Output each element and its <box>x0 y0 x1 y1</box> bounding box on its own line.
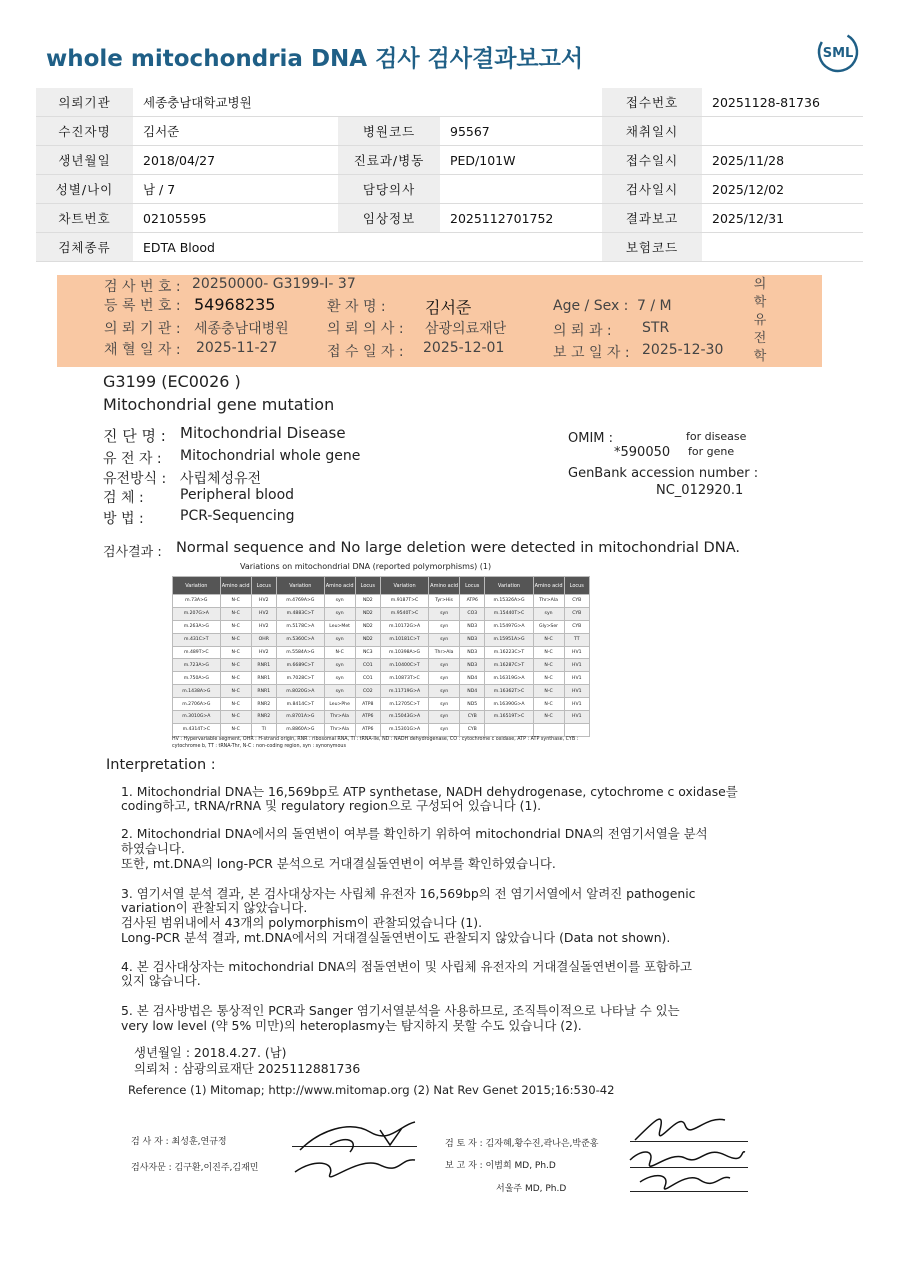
dept: STR <box>642 320 670 336</box>
variation-cell: m.16362T>C <box>485 685 533 698</box>
info-value: 남 / 7 <box>133 175 338 204</box>
variation-header-cell: Amino acid <box>429 577 460 595</box>
specimen-value: Peripheral blood <box>180 487 295 503</box>
interp-p1b: coding하고, tRNA/rRNA 및 regulatory region으로 구성되어 있습니다 (1). <box>121 798 542 813</box>
doctor: 삼광의료재단 <box>425 321 507 337</box>
variation-cell: HV2 <box>251 607 276 620</box>
variation-cell: m.15497G>A <box>485 620 533 633</box>
variation-cell: RNR2 <box>251 698 276 711</box>
variation-header-cell: Variation <box>380 577 428 595</box>
interp-p5a: 5. 본 검사방법은 통상적인 PCR과 Sanger 염기서열분석을 사용하므로, 조직특이적으로 나타날 수 있는 <box>121 1003 680 1018</box>
reference: Reference (1) Mitomap; http://www.mitomap.org (2) Nat Rev Genet 2015;16:530-42 <box>128 1083 615 1097</box>
info-row <box>36 117 863 146</box>
variation-cell: m.15440T>C <box>485 607 533 620</box>
method-value: PCR-Sequencing <box>180 508 295 524</box>
variation-cell: ATP6 <box>355 711 380 724</box>
variation-cell: m.16319G>A <box>485 672 533 685</box>
variation-cell: m.263A>G <box>173 620 221 633</box>
variation-cell: CO1 <box>355 672 380 685</box>
interp-p2b: 하였습니다. <box>121 841 185 856</box>
variation-cell: N-C <box>220 659 251 672</box>
variation-cell: TT <box>564 633 589 646</box>
variations-title: Variations on mitochondrial DNA (reported polymorphisms) (1) <box>240 562 492 571</box>
interp-p4a: 4. 본 검사대상자는 mitochondrial DNA의 점돌연변이 및 사립체 유전자의 거대결실돌연변이를 포함하고 <box>121 959 692 974</box>
logo-text: SML <box>822 46 854 61</box>
report-date: 2025-12-30 <box>642 342 724 358</box>
variation-cell: m.4314T>C <box>173 723 221 736</box>
info-value: 세종충남대학교병원 <box>133 88 602 117</box>
variation-cell <box>533 723 564 736</box>
diag-value: Mitochondrial Disease <box>180 424 346 442</box>
variation-row <box>173 646 590 659</box>
variation-cell: HV1 <box>564 672 589 685</box>
advisor: 검사자문 : 김구환,이진주,김재민 <box>131 1163 259 1173</box>
variation-cell: m.11719G>A <box>380 685 428 698</box>
variation-cell: m.10172G>A <box>380 620 428 633</box>
variation-cell: N-C <box>220 620 251 633</box>
doctor-label: 의 뢰 의 사 : <box>327 321 404 337</box>
info-label: 병원코드 <box>338 117 440 146</box>
omim-number: *590050 <box>614 445 671 460</box>
variation-cell: OHR <box>251 633 276 646</box>
variation-cell: m.5584A>G <box>276 646 324 659</box>
variation-cell: HV1 <box>564 711 589 724</box>
variation-cell: m.431C>T <box>173 633 221 646</box>
variation-row <box>173 607 590 620</box>
gene-value: Mitochondrial whole gene <box>180 448 361 464</box>
inherit-label: 유전방식 : <box>103 471 167 487</box>
info-value: 2025112701752 <box>440 204 602 233</box>
reg-no: 54968235 <box>194 295 276 314</box>
omim-gene: for gene <box>688 445 735 458</box>
variation-cell: m.489T>C <box>173 646 221 659</box>
omim-label: OMIM : <box>568 431 614 446</box>
variation-row <box>173 620 590 633</box>
variation-cell <box>485 723 533 736</box>
variation-cell: CYB <box>564 607 589 620</box>
reviewer: 검 토 자 : 김자혜,황수진,곽나은,박준홍 <box>445 1139 599 1149</box>
tester: 검 사 자 : 최성훈,연규정 <box>131 1137 227 1147</box>
dept-vertical-label: 의학유전학 <box>753 277 767 364</box>
variation-cell: N-C <box>533 659 564 672</box>
info-label: 채취일시 <box>602 117 702 146</box>
info-row <box>36 175 863 204</box>
report-label: 보 고 일 자 : <box>553 345 630 361</box>
variation-cell: m.723A>G <box>173 659 221 672</box>
variation-cell: ATP6 <box>460 595 485 608</box>
variation-cell: syn <box>324 595 355 608</box>
variation-header-cell: Amino acid <box>533 577 564 595</box>
interp-p3a: 3. 염기서열 분석 결과, 본 검사대상자는 사립체 유전자 16,569bp의 전 염기서열에서 알려진 pathogenic <box>121 886 696 901</box>
variation-cell: ND2 <box>355 595 380 608</box>
variation-cell: HV2 <box>251 620 276 633</box>
info-value: 02105595 <box>133 204 338 233</box>
variation-cell: RNR2 <box>251 711 276 724</box>
variation-cell: syn <box>429 607 460 620</box>
agesex: 7 / M <box>637 298 672 314</box>
variation-cell: syn <box>429 723 460 736</box>
dept-label: 의 뢰 과 : <box>553 323 612 339</box>
interp-p3d: Long-PCR 분석 결과, mt.DNA에서의 거대결실돌연변이도 관찰되지 않았습니다 (Data not shown). <box>121 930 671 945</box>
variation-cell: m.16223C>T <box>485 646 533 659</box>
variation-cell: ND3 <box>460 659 485 672</box>
receive-date: 2025-12-01 <box>423 340 505 356</box>
report-title: whole mitochondria DNA 검사 검사결과보고서 <box>46 46 584 72</box>
variation-header-cell: Variation <box>276 577 324 595</box>
test-no: 20250000- G3199-I- 37 <box>192 276 356 292</box>
variation-cell: m.8414C>T <box>276 698 324 711</box>
patient-label: 환 자 명 : <box>327 299 386 315</box>
variations-footnote: HV : Hypervariable segment, OHR : H-strand origin, RNR : ribosomal RNA, TI : tRNA-Ile, ND : NADH dehydrogenase, CO : cytochrome c oxidase, ATP : ATP synthase, CYB : cytochrome b, TT : tRNA-Thr, N-C : non-coding region, syn : synonymous <box>172 737 579 749</box>
variation-cell: m.73A>G <box>173 595 221 608</box>
inherit-value: 사립체성유전 <box>180 471 262 487</box>
variation-row <box>173 633 590 646</box>
info-value: PED/101W <box>440 146 602 175</box>
genbank-label: GenBank accession number : <box>568 466 759 481</box>
variation-cell: N-C <box>533 698 564 711</box>
source-note: 의뢰처 : 삼광의료재단 2025112881736 <box>134 1061 361 1076</box>
info-row <box>36 233 863 262</box>
variation-cell: HV1 <box>564 698 589 711</box>
variation-cell: N-C <box>220 607 251 620</box>
collect-label: 채 혈 일 자 : <box>104 342 181 358</box>
variation-cell: N-C <box>220 711 251 724</box>
variation-cell: m.10400C>T <box>380 659 428 672</box>
signature-reviewer-icon <box>625 1100 755 1200</box>
interp-p2a: 2. Mitochondrial DNA에서의 돌연변이 여부를 확인하기 위하여 mitochondrial DNA의 전염기서열을 분석 <box>121 826 708 841</box>
interpretation-title: Interpretation : <box>106 757 216 773</box>
variation-cell: syn <box>324 659 355 672</box>
variation-row <box>173 595 590 608</box>
patient-info-table <box>36 88 863 262</box>
variation-cell: ND5 <box>460 698 485 711</box>
variation-cell: HV1 <box>564 659 589 672</box>
variation-cell: ATP6 <box>355 723 380 736</box>
variation-cell: ND3 <box>460 620 485 633</box>
variation-cell: m.15043G>A <box>380 711 428 724</box>
info-row <box>36 146 863 175</box>
variation-cell: m.207G>A <box>173 607 221 620</box>
test-code: G3199 (EC0026 ) <box>103 372 241 391</box>
variation-cell: m.10181C>T <box>380 633 428 646</box>
variation-header-cell: Variation <box>485 577 533 595</box>
birth-note: 생년월일 : 2018.4.27. (남) <box>134 1045 287 1060</box>
variation-header-cell: Amino acid <box>220 577 251 595</box>
variation-cell: ND3 <box>460 646 485 659</box>
variation-cell: N-C <box>533 646 564 659</box>
variation-cell: RNR1 <box>251 672 276 685</box>
variation-cell: N-C <box>220 672 251 685</box>
sml-logo-icon <box>816 30 860 74</box>
variation-cell: CO1 <box>355 659 380 672</box>
variation-cell: m.8020G>A <box>276 685 324 698</box>
variation-cell: m.10398A>G <box>380 646 428 659</box>
test-no-label: 검 사 번 호 : <box>104 279 181 295</box>
variation-header-cell: Locus <box>251 577 276 595</box>
info-label: 진료과/병동 <box>338 146 440 175</box>
variation-cell: Leu>Met <box>324 620 355 633</box>
variation-cell: m.15951A>G <box>485 633 533 646</box>
inst-label: 의 뢰 기 관 : <box>104 321 181 337</box>
info-label: 임상정보 <box>338 204 440 233</box>
variation-cell: NC3 <box>355 646 380 659</box>
variation-cell: syn <box>429 633 460 646</box>
interp-p1a: 1. Mitochondrial DNA는 16,569bp로 ATP synthetase, NADH dehydrogenase, cytochrome c oxidase를 <box>121 784 738 799</box>
info-label: 보험코드 <box>602 233 702 262</box>
variation-cell: CO2 <box>355 685 380 698</box>
receive-label: 접 수 일 자 : <box>327 344 404 360</box>
info-label: 성별/나이 <box>36 175 133 204</box>
info-value: 2025/12/31 <box>702 204 863 233</box>
info-label: 생년월일 <box>36 146 133 175</box>
info-label: 검사일시 <box>602 175 702 204</box>
omim-disease: for disease <box>686 430 747 443</box>
variation-cell <box>564 723 589 736</box>
variation-cell: Thr>Ala <box>429 646 460 659</box>
variation-cell: N-C <box>220 633 251 646</box>
specimen-label: 검 체 : <box>103 490 144 506</box>
variation-cell: Gly>Ser <box>533 620 564 633</box>
variation-row <box>173 659 590 672</box>
variations-table <box>172 576 590 737</box>
variation-cell: N-C <box>533 711 564 724</box>
variation-cell: ND2 <box>355 620 380 633</box>
info-label: 검체종류 <box>36 233 133 262</box>
result-label: 검사결과 : <box>103 545 162 560</box>
variation-cell: N-C <box>324 646 355 659</box>
variation-cell: Thr>Ala <box>324 723 355 736</box>
variation-cell: m.2706A>G <box>173 698 221 711</box>
agesex-label: Age / Sex : <box>553 298 629 314</box>
reg-no-label: 등 록 번 호 : <box>104 298 181 314</box>
interp-p3b: variation이 관찰되지 않았습니다. <box>121 900 308 915</box>
variation-row <box>173 685 590 698</box>
interp-p3c: 검사된 범위내에서 43개의 polymorphism이 관찰되었습니다 (1). <box>121 915 483 930</box>
variation-cell: Thr>Ala <box>324 711 355 724</box>
variation-cell: Tyr>His <box>429 595 460 608</box>
variation-cell: m.4883C>T <box>276 607 324 620</box>
variation-cell: m.6689C>T <box>276 659 324 672</box>
variation-cell: ND4 <box>460 672 485 685</box>
variation-cell: m.3010G>A <box>173 711 221 724</box>
variation-cell: m.16519T>C <box>485 711 533 724</box>
variation-cell: Leu>Phe <box>324 698 355 711</box>
variation-cell: syn <box>429 685 460 698</box>
result-text: Normal sequence and No large deletion were detected in mitochondrial DNA. <box>176 539 741 556</box>
variation-cell: N-C <box>220 646 251 659</box>
variation-cell: ND2 <box>355 633 380 646</box>
variation-cell: m.4769A>G <box>276 595 324 608</box>
info-value: 김서준 <box>133 117 338 146</box>
info-row <box>36 204 863 233</box>
diag-label: 진 단 명 : <box>103 427 166 445</box>
info-label: 수진자명 <box>36 117 133 146</box>
variation-cell: N-C <box>220 595 251 608</box>
variation-cell: m.5178C>A <box>276 620 324 633</box>
variation-cell: CYB <box>460 711 485 724</box>
genbank-value: NC_012920.1 <box>656 483 744 498</box>
info-label: 담당의사 <box>338 175 440 204</box>
variation-cell: m.5360C>A <box>276 633 324 646</box>
variation-cell: m.10873T>C <box>380 672 428 685</box>
variation-cell: syn <box>429 698 460 711</box>
variation-cell: m.8701A>G <box>276 711 324 724</box>
variation-cell: syn <box>429 659 460 672</box>
info-value: 20251128-81736 <box>702 88 863 117</box>
variation-cell: m.1438A>G <box>173 685 221 698</box>
info-row <box>36 88 863 117</box>
test-name: Mitochondrial gene mutation <box>103 395 335 414</box>
variation-cell: N-C <box>220 685 251 698</box>
variation-cell: m.12705C>T <box>380 698 428 711</box>
variation-cell: TI <box>251 723 276 736</box>
variation-cell: N-C <box>220 723 251 736</box>
patient-name: 김서준 <box>425 298 472 317</box>
info-value <box>440 175 602 204</box>
info-value <box>702 117 863 146</box>
variation-cell: ND3 <box>460 633 485 646</box>
variation-cell: HV1 <box>564 646 589 659</box>
variation-row <box>173 711 590 724</box>
variation-cell: m.16287C>T <box>485 659 533 672</box>
variation-cell: m.8860A>G <box>276 723 324 736</box>
info-label: 의뢰기관 <box>36 88 133 117</box>
variation-cell: N-C <box>533 633 564 646</box>
variation-cell: syn <box>533 607 564 620</box>
variation-cell: HV2 <box>251 646 276 659</box>
variation-cell: syn <box>429 620 460 633</box>
reporter: 보 고 자 : 이범희 MD, Ph.D <box>445 1161 556 1171</box>
variation-cell: syn <box>429 711 460 724</box>
info-label: 접수번호 <box>602 88 702 117</box>
variation-header-cell: Locus <box>564 577 589 595</box>
interp-p5b: very low level (약 5% 미만)의 heteroplasmy는 탐지하지 못할 수도 있습니다 (2). <box>121 1018 582 1033</box>
variations-table-wrap <box>172 576 590 734</box>
variation-cell: Thr>Ala <box>533 595 564 608</box>
info-value: 2025/11/28 <box>702 146 863 175</box>
info-value <box>702 233 863 262</box>
gene-label: 유 전 자 : <box>103 451 162 467</box>
variation-cell: HV2 <box>251 595 276 608</box>
variation-row <box>173 723 590 736</box>
variation-row <box>173 698 590 711</box>
variation-cell: syn <box>324 607 355 620</box>
info-value: EDTA Blood <box>133 233 602 262</box>
variation-cell: CYB <box>460 723 485 736</box>
variation-row <box>173 672 590 685</box>
info-value: 2018/04/27 <box>133 146 338 175</box>
variation-cell: ND4 <box>460 685 485 698</box>
variation-cell: syn <box>324 672 355 685</box>
collect-date: 2025-11-27 <box>196 340 278 356</box>
variation-cell: m.750A>G <box>173 672 221 685</box>
variation-cell: syn <box>429 672 460 685</box>
interp-p2c: 또한, mt.DNA의 long-PCR 분석으로 거대결실돌연변이 여부를 확인하였습니다. <box>121 856 556 871</box>
info-value: 2025/12/02 <box>702 175 863 204</box>
variation-cell: RNR1 <box>251 685 276 698</box>
variation-cell: m.9187T>C <box>380 595 428 608</box>
signature-tester-icon <box>290 1110 430 1185</box>
variation-cell: m.16390G>A <box>485 698 533 711</box>
variation-cell: N-C <box>533 685 564 698</box>
variation-cell: m.15301G>A <box>380 723 428 736</box>
variation-cell: ATP8 <box>355 698 380 711</box>
variation-cell: m.9540T>C <box>380 607 428 620</box>
variation-cell: RNR1 <box>251 659 276 672</box>
info-label: 결과보고 <box>602 204 702 233</box>
variation-cell: CYB <box>564 595 589 608</box>
variation-cell: N-C <box>220 698 251 711</box>
variation-cell: N-C <box>533 672 564 685</box>
variation-header-cell: Locus <box>355 577 380 595</box>
variation-cell: HV1 <box>564 685 589 698</box>
variation-cell: CO3 <box>460 607 485 620</box>
inst: 세종충남대병원 <box>194 321 289 337</box>
variation-cell: m.15326A>G <box>485 595 533 608</box>
variation-header-cell: Amino acid <box>324 577 355 595</box>
variation-header-cell: Variation <box>173 577 221 595</box>
info-label: 차트번호 <box>36 204 133 233</box>
method-label: 방 법 : <box>103 511 144 527</box>
variation-cell: syn <box>324 633 355 646</box>
interp-p4b: 있지 않습니다. <box>121 973 201 988</box>
info-value: 95567 <box>440 117 602 146</box>
variation-cell: CYB <box>564 620 589 633</box>
info-label: 접수일시 <box>602 146 702 175</box>
variation-cell: syn <box>324 685 355 698</box>
variation-cell: m.7028C>T <box>276 672 324 685</box>
variation-header-cell: Locus <box>460 577 485 595</box>
reporter2: 서울주 MD, Ph.D <box>496 1184 567 1194</box>
variation-cell: ND2 <box>355 607 380 620</box>
